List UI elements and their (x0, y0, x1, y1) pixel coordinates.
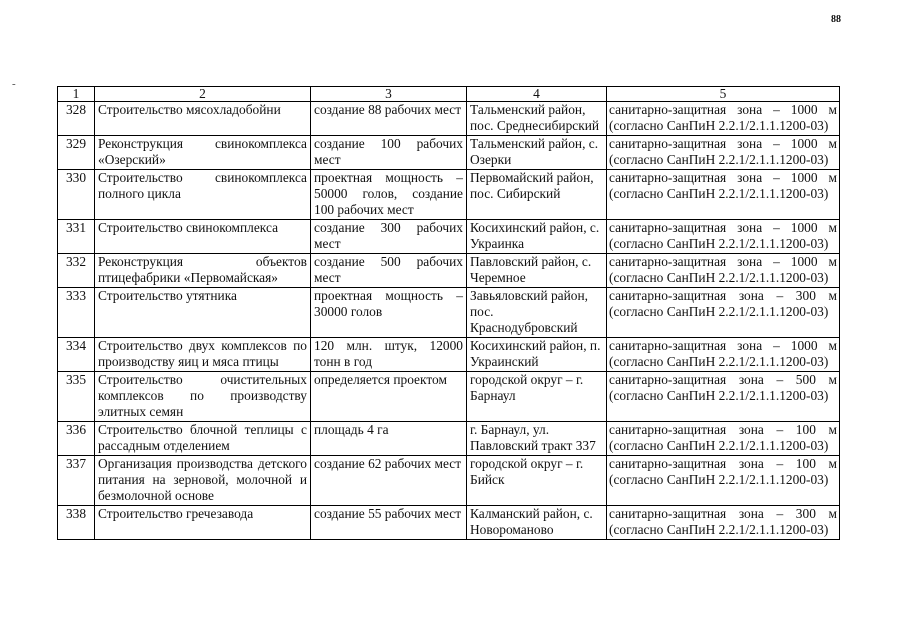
table-row (58, 288, 840, 338)
object-location-cell: городской округ – г. Бийск (467, 456, 607, 506)
object-capacity-cell: 120 млн. штук, 12000 тонн в год (311, 338, 467, 372)
table-row (58, 338, 840, 372)
object-name-cell: Строительство утятника (95, 288, 311, 338)
object-name-cell: Строительство очистительных комплексов по производству элитных семян (95, 372, 311, 422)
object-capacity-cell: определяется проектом (311, 372, 467, 422)
row-number-cell: 334 (58, 338, 95, 372)
object-name-cell: Организация производства детского питания на зерновой, молочной и безмолочной основе (95, 456, 311, 506)
table-body (58, 102, 840, 540)
object-capacity-cell: проектная мощность – 30000 голов (311, 288, 467, 338)
table-row (58, 136, 840, 170)
column-header: 4 (467, 87, 607, 102)
object-capacity-cell: проектная мощность – 50000 голов, создание 100 рабочих мест (311, 170, 467, 220)
row-number-cell: 333 (58, 288, 95, 338)
row-number-cell: 332 (58, 254, 95, 288)
row-number-cell: 337 (58, 456, 95, 506)
object-capacity-cell: создание 100 рабочих мест (311, 136, 467, 170)
object-location-cell: Павловский район, с. Черемное (467, 254, 607, 288)
sanitary-zone-cell: санитарно-защитная зона – 1000 м (согласно СанПиН 2.2.1/2.1.1.1200-03) (607, 170, 840, 220)
row-number-cell: 328 (58, 102, 95, 136)
object-capacity-cell: создание 88 рабочих мест (311, 102, 467, 136)
object-location-cell: Тальменский район, пос. Среднесибирский (467, 102, 607, 136)
data-table (57, 86, 840, 540)
object-name-cell: Строительство двух комплексов по производству яиц и мяса птицы (95, 338, 311, 372)
object-capacity-cell: создание 300 рабочих мест (311, 220, 467, 254)
page-number: 88 (831, 14, 841, 25)
table-row (58, 506, 840, 540)
object-location-cell: Косихинский район, п. Украинский (467, 338, 607, 372)
object-name-cell: Строительство блочной теплицы с рассадным отделением (95, 422, 311, 456)
row-number-cell: 329 (58, 136, 95, 170)
object-name-cell: Строительство гречезавода (95, 506, 311, 540)
column-header: 1 (58, 87, 95, 102)
sanitary-zone-cell: санитарно-защитная зона – 500 м (согласно СанПиН 2.2.1/2.1.1.1200-03) (607, 372, 840, 422)
column-header: 2 (95, 87, 311, 102)
row-number-cell: 330 (58, 170, 95, 220)
object-capacity-cell: создание 62 рабочих мест (311, 456, 467, 506)
table-row (58, 170, 840, 220)
object-location-cell: Тальменский район, с. Озерки (467, 136, 607, 170)
sanitary-zone-cell: санитарно-защитная зона – 300 м (согласно СанПиН 2.2.1/2.1.1.1200-03) (607, 288, 840, 338)
sanitary-zone-cell: санитарно-защитная зона – 1000 м (согласно СанПиН 2.2.1/2.1.1.1200-03) (607, 338, 840, 372)
table-row (58, 102, 840, 136)
object-location-cell: Первомайский район, пос. Сибирский (467, 170, 607, 220)
object-location-cell: Калманский район, с. Новороманово (467, 506, 607, 540)
row-number-cell: 335 (58, 372, 95, 422)
table-row (58, 220, 840, 254)
object-capacity-cell: создание 55 рабочих мест (311, 506, 467, 540)
sanitary-zone-cell: санитарно-защитная зона – 1000 м (согласно СанПиН 2.2.1/2.1.1.1200-03) (607, 220, 840, 254)
object-capacity-cell: создание 500 рабочих мест (311, 254, 467, 288)
object-name-cell: Строительство свинокомплекса (95, 220, 311, 254)
object-name-cell: Реконструкция свинокомплекса «Озерский» (95, 136, 311, 170)
sanitary-zone-cell: санитарно-защитная зона – 1000 м (согласно СанПиН 2.2.1/2.1.1.1200-03) (607, 102, 840, 136)
sanitary-zone-cell: санитарно-защитная зона – 100 м (согласно СанПиН 2.2.1/2.1.1.1200-03) (607, 422, 840, 456)
table-row (58, 372, 840, 422)
object-location-cell: Косихинский район, с. Украинка (467, 220, 607, 254)
object-capacity-cell: площадь 4 га (311, 422, 467, 456)
object-location-cell: Завьяловский район, пос. Краснодубровский (467, 288, 607, 338)
object-name-cell: Строительство мясохладобойни (95, 102, 311, 136)
column-header: 5 (607, 87, 840, 102)
object-location-cell: городской округ – г. Барнаул (467, 372, 607, 422)
object-location-cell: г. Барнаул, ул. Павловский тракт 337 (467, 422, 607, 456)
sanitary-zone-cell: санитарно-защитная зона – 1000 м (согласно СанПиН 2.2.1/2.1.1.1200-03) (607, 136, 840, 170)
table-row (58, 422, 840, 456)
header-row (58, 87, 840, 102)
row-number-cell: 336 (58, 422, 95, 456)
table-row (58, 254, 840, 288)
object-name-cell: Реконструкция объектов птицефабрики «Первомайская» (95, 254, 311, 288)
column-header: 3 (311, 87, 467, 102)
table-row (58, 456, 840, 506)
row-number-cell: 338 (58, 506, 95, 540)
row-number-cell: 331 (58, 220, 95, 254)
sanitary-zone-cell: санитарно-защитная зона – 100 м (согласно СанПиН 2.2.1/2.1.1.1200-03) (607, 456, 840, 506)
stray-mark: - (12, 78, 16, 90)
sanitary-zone-cell: санитарно-защитная зона – 300 м (согласно СанПиН 2.2.1/2.1.1.1200-03) (607, 506, 840, 540)
object-name-cell: Строительство свинокомплекса полного цикла (95, 170, 311, 220)
sanitary-zone-cell: санитарно-защитная зона – 1000 м (согласно СанПиН 2.2.1/2.1.1.1200-03) (607, 254, 840, 288)
